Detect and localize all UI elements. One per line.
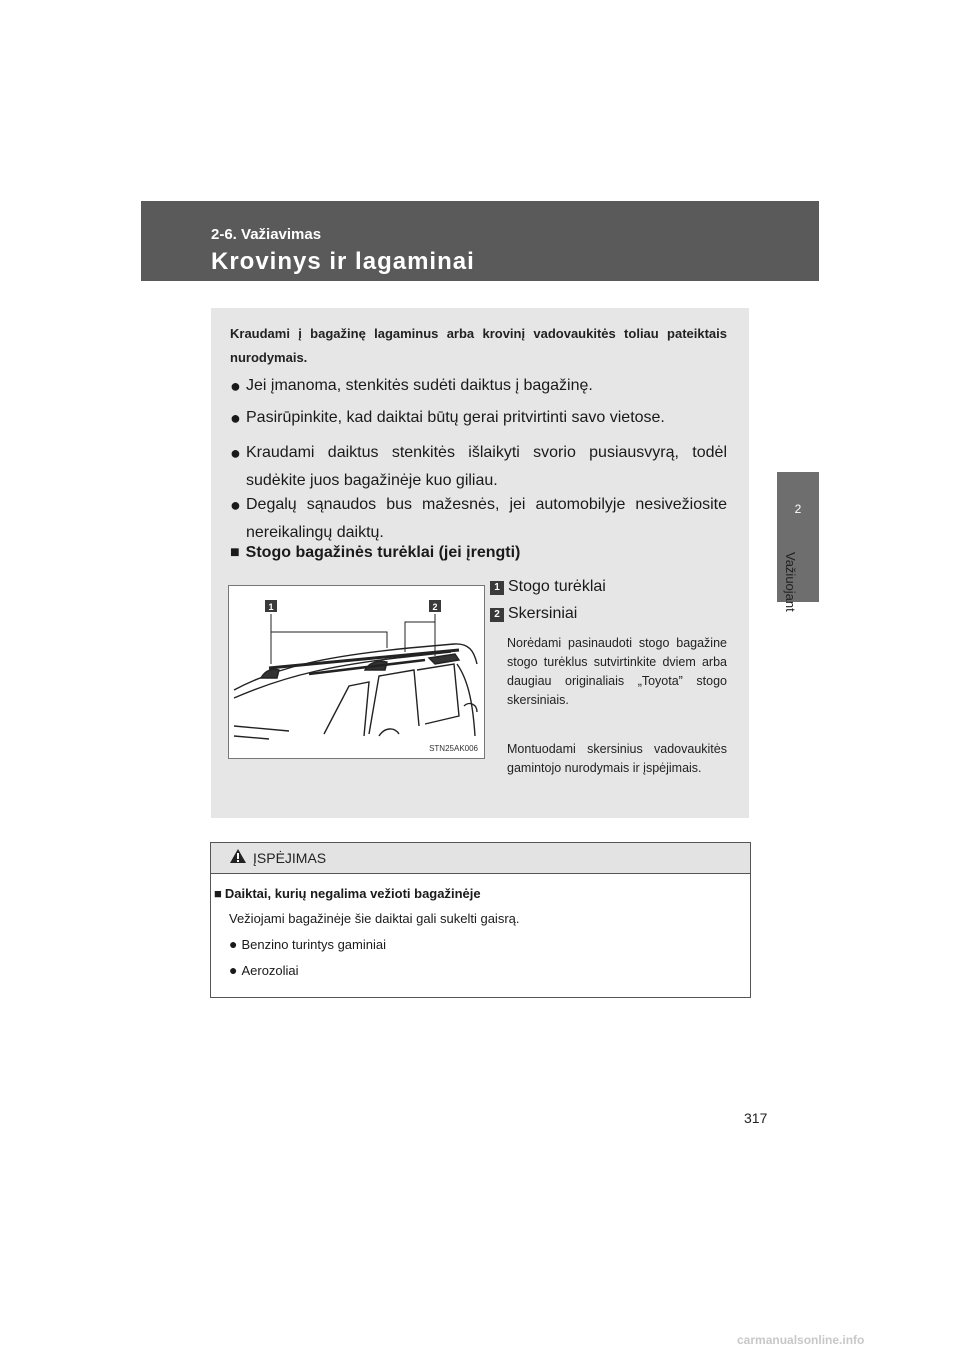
chapter-side-label: Važiuojant: [783, 552, 798, 612]
bullet-item: ● Pasirūpinkite, kad daiktai būtų gerai pritvirtinti savo vietose.: [230, 404, 727, 432]
warning-header: [211, 843, 750, 874]
bullet-dot-icon: ●: [230, 495, 241, 515]
bullet-dot-icon: ●: [229, 962, 238, 978]
figure-code: STN25AK006: [429, 744, 478, 753]
watermark: carmanualsonline.info: [737, 1333, 865, 1347]
page-number: 317: [744, 1110, 768, 1126]
square-bullet-icon: ■: [214, 886, 222, 901]
warning-triangle-icon: [229, 848, 247, 864]
warning-title: ĮSPĖJIMAS: [253, 850, 327, 866]
legend-item: 1 Stogo turėklai: [490, 578, 606, 596]
bullet-item: ● Jei įmanoma, stenkitės sudėti daiktus į bagažinę.: [230, 372, 727, 400]
warning-bullet: ● Aerozoliai: [229, 962, 299, 978]
note-paragraph: Montuodami skersinius vadovaukitės gamintojo nurodymais ir įspėjimais.: [507, 742, 727, 775]
svg-text:2: 2: [432, 602, 438, 612]
section-label: 2-6. Važiavimas: [211, 226, 322, 243]
car-roof-drawing: [229, 586, 484, 758]
bullet-dot-icon: ●: [230, 376, 241, 396]
page-title: Krovinys ir lagaminai: [211, 248, 475, 275]
intro-text: Kraudami į bagažinę lagaminus arba krovinį vadovaukitės toliau pateiktais nurodymais.: [230, 326, 727, 365]
callout-number: 2: [490, 608, 504, 622]
warning-subheading: ■ Daiktai, kurių negalima vežioti bagažinėje: [214, 886, 481, 901]
warning-box: [210, 842, 751, 998]
info-box: [211, 308, 749, 818]
bullet-dot-icon: ●: [230, 443, 241, 463]
square-bullet-icon: ■: [230, 544, 240, 561]
warning-text: Vežiojami bagažinėje šie daiktai gali sukelti gaisrą.: [229, 911, 520, 926]
roof-rack-subheading: ■ Stogo bagažinės turėklai (jei įrengti): [230, 544, 521, 561]
bullet-item: ● Degalų sąnaudos bus mažesnės, jei automobilyje nesivežiosite nereikalingų daiktų.: [230, 491, 727, 547]
bullet-dot-icon: ●: [230, 408, 241, 428]
warning-bullet: ● Benzino turintys gaminiai: [229, 936, 386, 952]
callout-number: 1: [490, 581, 504, 595]
bullet-dot-icon: ●: [229, 936, 238, 952]
chapter-number: 2: [794, 502, 802, 516]
bullet-item: ● Kraudami daiktus stenkitės išlaikyti svorio pusiausvyrą, todėl sudėkite juos bagažinėje kuo giliau.: [230, 439, 727, 495]
note-paragraph: Norėdami pasinaudoti stogo bagažine stogo turėklus sutvirtinkite dviem arba daugiau originaliais „Toyota” stogo skersiniais.: [507, 636, 727, 707]
legend-item: 2 Skersiniai: [490, 605, 577, 623]
svg-text:1: 1: [268, 602, 274, 612]
chapter-header: [141, 201, 819, 281]
roof-rack-illustration: [228, 585, 485, 759]
